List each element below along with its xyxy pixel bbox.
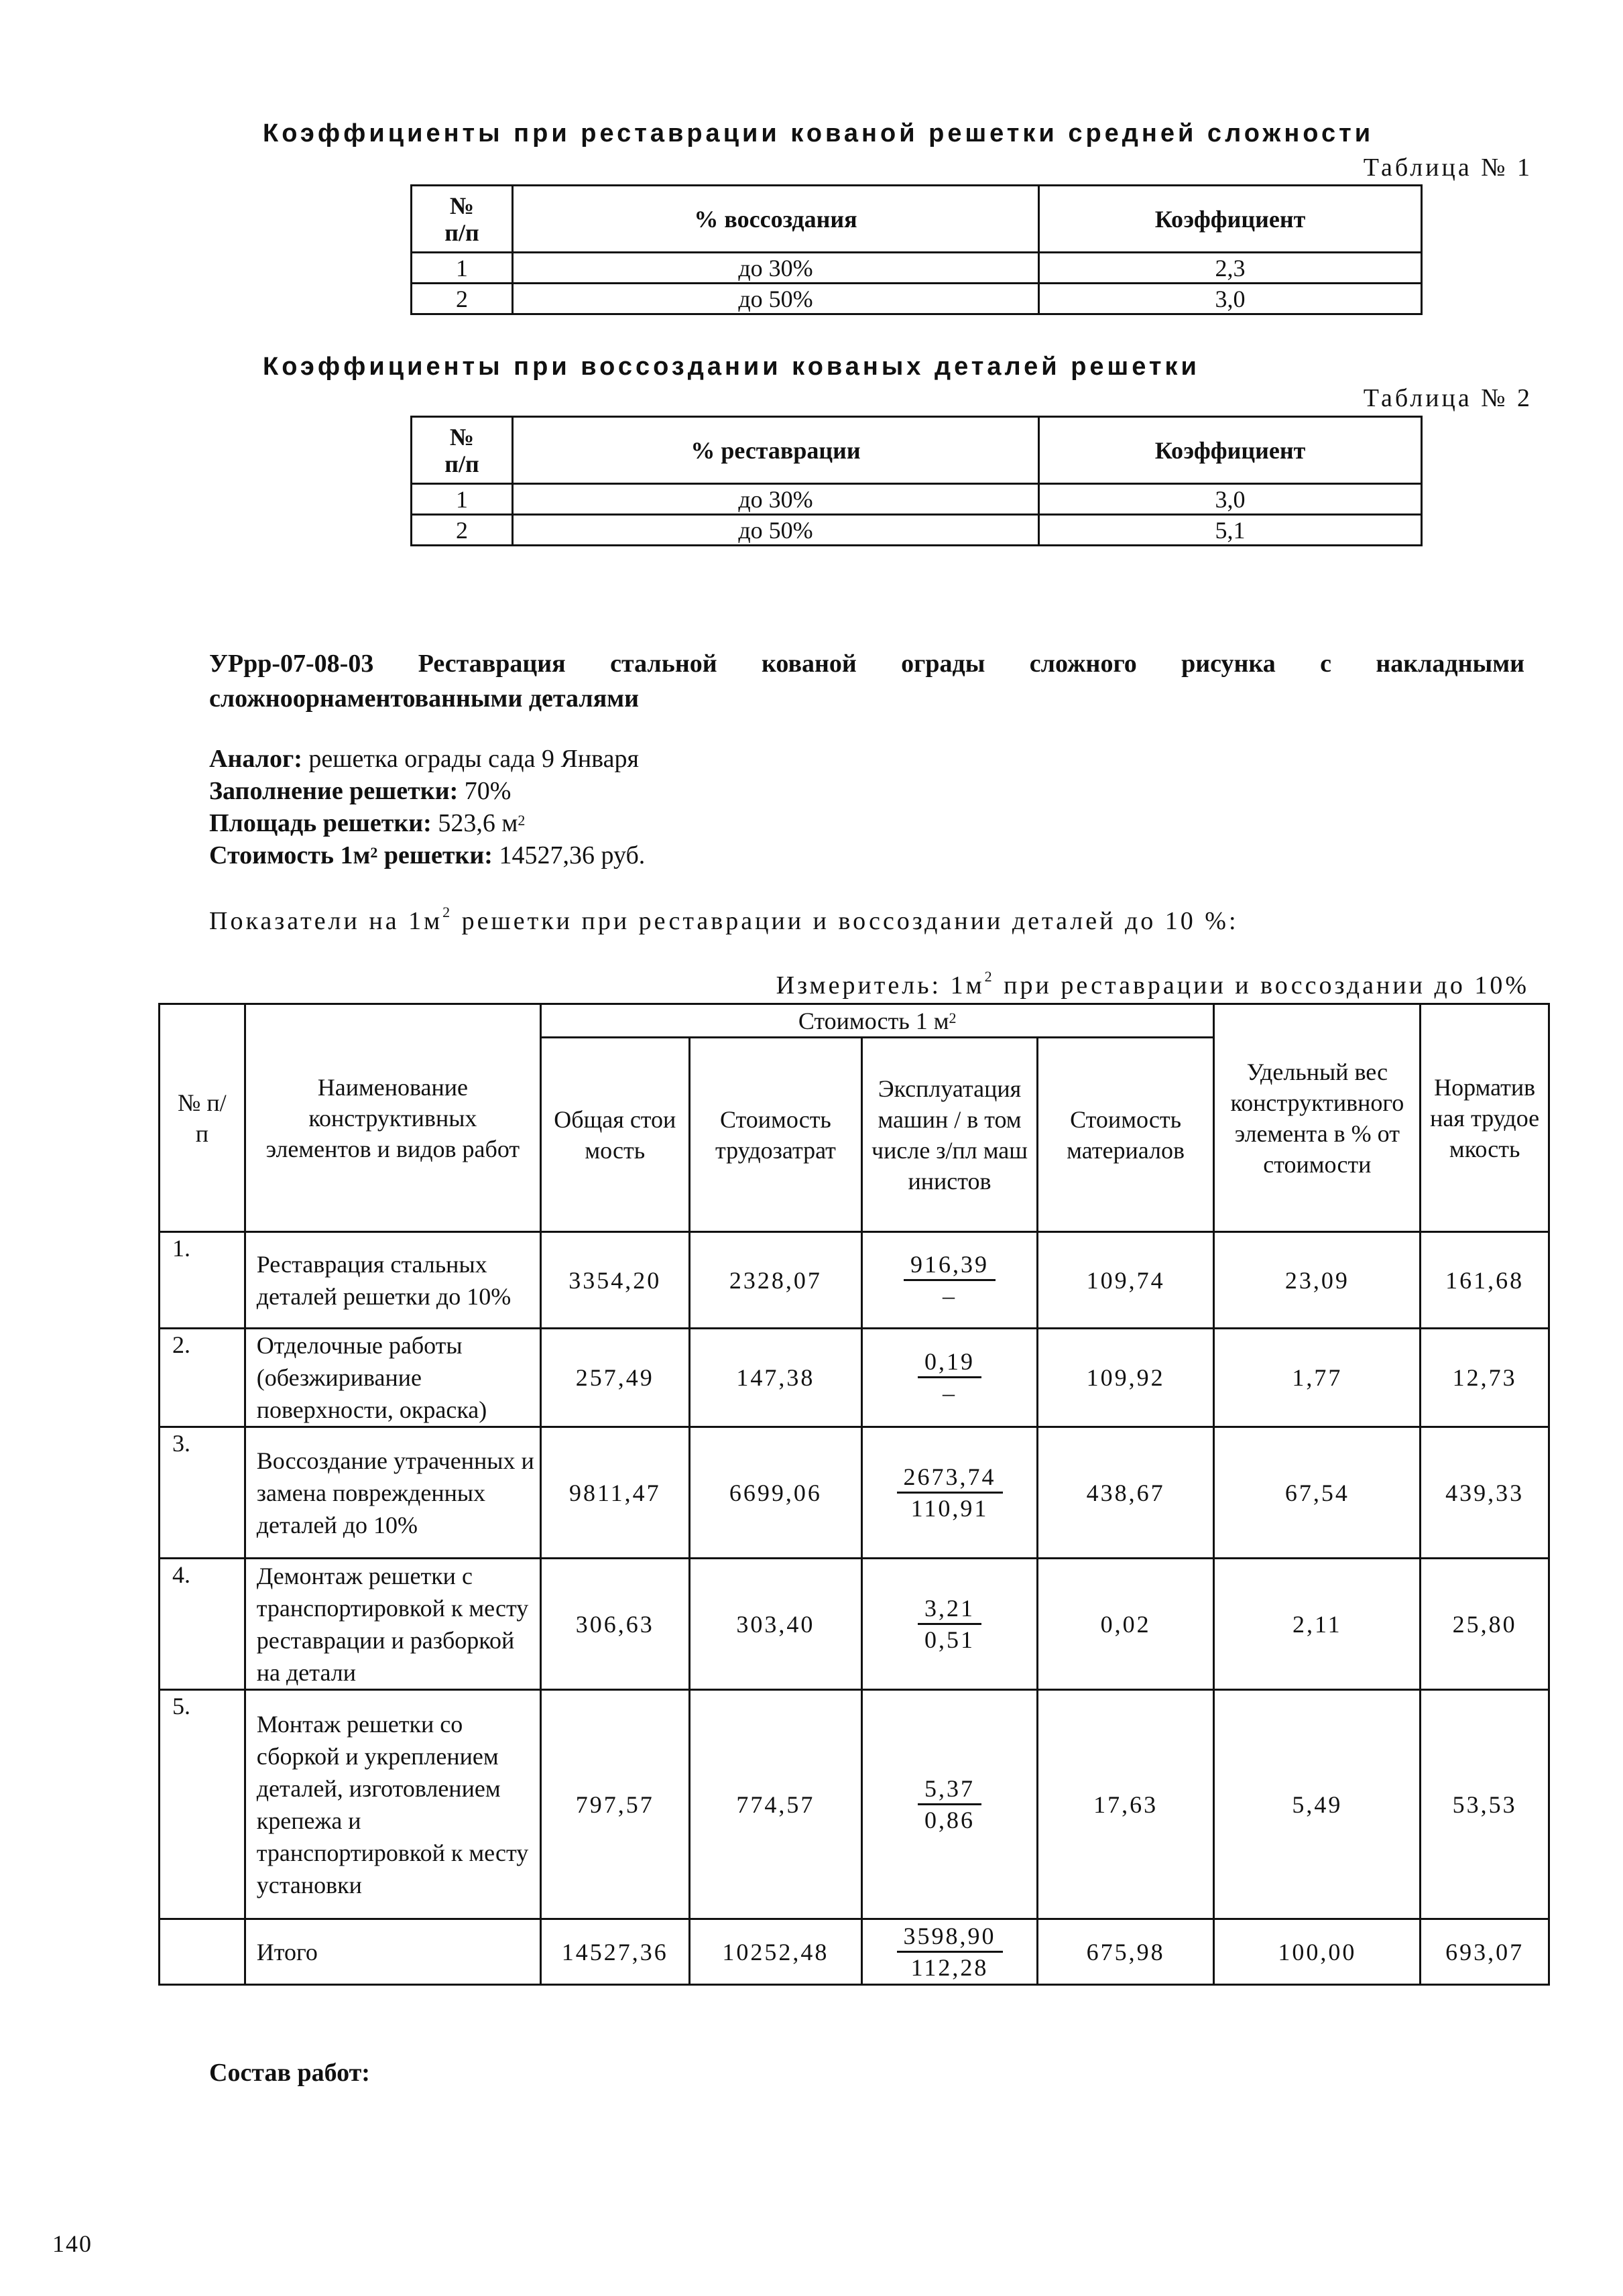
- row-machines: $\frac{916,39}{-}$: [862, 1232, 1037, 1329]
- total-machines: $\frac{3598,90}{112,28}$: [862, 1919, 1037, 1985]
- table2-header-row: [412, 417, 1422, 484]
- row-machines: $\frac{5,37}{0,86}$: [862, 1690, 1037, 1919]
- info-block: [209, 743, 645, 871]
- row-machines: $\frac{2673,74}{110,91}$: [862, 1427, 1037, 1559]
- row-share: 2,11: [1214, 1559, 1421, 1690]
- total-norm: 693,07: [1421, 1919, 1549, 1985]
- table-row: [160, 1690, 1549, 1919]
- table1: [410, 184, 1423, 315]
- header-machines: Эксплуатация машин / в том числе з/пл машинистов: [862, 1038, 1037, 1232]
- table1-title: Коэффициенты при реставрации кованой решетки средней сложности: [263, 119, 1374, 147]
- table2-row: [412, 484, 1422, 515]
- table2-cell-pct: до 50%: [513, 515, 1039, 546]
- page-number: 140: [52, 2230, 93, 2257]
- row-share: 23,09: [1214, 1232, 1421, 1329]
- row-share: 1,77: [1214, 1329, 1421, 1427]
- row-machines: $\frac{3,21}{0,51}$: [862, 1559, 1037, 1690]
- row-materials: 109,92: [1037, 1329, 1214, 1427]
- row-norm: 439,33: [1421, 1427, 1549, 1559]
- row-materials: 438,67: [1037, 1427, 1214, 1559]
- row-norm: 12,73: [1421, 1329, 1549, 1427]
- row-total: 797,57: [541, 1690, 690, 1919]
- meter-line: Измеритель: $1м^2$ при реставрации и воссоздании до 10%: [776, 968, 1529, 1000]
- section-heading: УРрр-07-08-03 Реставрация стальной кованой ограды сложного рисунка с накладными сложноорнаментованными деталями: [209, 650, 1524, 713]
- table1-caption: Таблица № 1: [1363, 154, 1532, 182]
- total-share: 100,00: [1214, 1919, 1421, 1985]
- row-name: Отделочные работы (обезжиривание поверхности, окраска): [245, 1329, 540, 1427]
- fill-line: Заполнение решетки: 70%: [209, 777, 512, 805]
- table1-header-coef: Коэффициент: [1039, 186, 1422, 253]
- table1-cell-num: 1: [412, 253, 513, 284]
- table1-header-num: № п/п: [412, 186, 513, 253]
- row-total: 257,49: [541, 1329, 690, 1427]
- total-total: 14527,36: [541, 1919, 690, 1985]
- table2: [410, 416, 1423, 546]
- table1-header-row: [412, 186, 1422, 253]
- analog-line: Аналог: решетка ограды сада 9 Января: [209, 745, 639, 773]
- row-name: Реставрация стальных деталей решетки до 10%: [245, 1232, 540, 1329]
- table1-row: [412, 253, 1422, 284]
- row-index: 1.: [160, 1232, 245, 1329]
- row-share: 67,54: [1214, 1427, 1421, 1559]
- row-index: 2.: [160, 1329, 245, 1427]
- table2-header-pct: % реставрации: [513, 417, 1039, 484]
- row-labor: 6699,06: [689, 1427, 862, 1559]
- header-cost-group: Стоимость 1 $м^2$: [541, 1004, 1214, 1038]
- table-row: [160, 1329, 1549, 1427]
- row-index: 5.: [160, 1690, 245, 1919]
- row-share: 5,49: [1214, 1690, 1421, 1919]
- row-labor: 2328,07: [689, 1232, 862, 1329]
- table1-cell-coef: 3,0: [1039, 284, 1422, 314]
- header-num: № п/п: [160, 1004, 245, 1232]
- table2-cell-pct: до 30%: [513, 484, 1039, 515]
- table2-title: Коэффициенты при воссоздании кованых деталей решетки: [263, 353, 1200, 381]
- table2-caption: Таблица № 2: [1363, 384, 1532, 412]
- total-materials: 675,98: [1037, 1919, 1214, 1985]
- composition-label: Состав работ:: [209, 2059, 370, 2087]
- row-name: Монтаж решетки со сборкой и укреплением деталей, изготовлением крепежа и транспортировкой к месту установки: [245, 1690, 540, 1919]
- indicators-lead: Показатели на $1м^2$ решетки при реставрации и воссоздании деталей до 10 %:: [209, 904, 1239, 935]
- table2-cell-coef: 3,0: [1039, 484, 1422, 515]
- table2-cell-coef: 5,1: [1039, 515, 1422, 546]
- table1-cell-coef: 2,3: [1039, 253, 1422, 284]
- row-index: 3.: [160, 1427, 245, 1559]
- row-name: Демонтаж решетки с транспортировкой к месту реставрации и разборкой на детали: [245, 1559, 540, 1690]
- main-header-row: [160, 1004, 1549, 1038]
- table1-cell-pct: до 30%: [513, 253, 1039, 284]
- row-norm: 161,68: [1421, 1232, 1549, 1329]
- total-labor: 10252,48: [689, 1919, 862, 1985]
- row-norm: 25,80: [1421, 1559, 1549, 1690]
- table1-cell-pct: до 50%: [513, 284, 1039, 314]
- header-labor: Стоимость трудозатрат: [689, 1038, 862, 1232]
- table2-header-num: № п/п: [412, 417, 513, 484]
- header-materials: Стоимость материалов: [1037, 1038, 1214, 1232]
- header-name: Наименование конструктивных элементов и видов работ: [245, 1004, 540, 1232]
- cost-line: Стоимость $1м^2$ решетки: 14527,36 руб.: [209, 841, 646, 869]
- row-total: 9811,47: [541, 1427, 690, 1559]
- table-row: [160, 1559, 1549, 1690]
- table2-row: [412, 515, 1422, 546]
- table-row: [160, 1232, 1549, 1329]
- row-labor: 774,57: [689, 1690, 862, 1919]
- row-norm: 53,53: [1421, 1690, 1549, 1919]
- main-table: [158, 1003, 1550, 1986]
- row-materials: 17,63: [1037, 1690, 1214, 1919]
- table2-cell-num: 2: [412, 515, 513, 546]
- row-materials: 0,02: [1037, 1559, 1214, 1690]
- row-total: 3354,20: [541, 1232, 690, 1329]
- table1-header-pct: % воссоздания: [513, 186, 1039, 253]
- row-total: 306,63: [541, 1559, 690, 1690]
- row-labor: 147,38: [689, 1329, 862, 1427]
- table1-row: [412, 284, 1422, 314]
- row-materials: 109,74: [1037, 1232, 1214, 1329]
- header-norm: Нормативная трудоемкость: [1421, 1004, 1549, 1232]
- table2-header-coef: Коэффициент: [1039, 417, 1422, 484]
- table2-cell-num: 1: [412, 484, 513, 515]
- table-row: [160, 1427, 1549, 1559]
- area-line: Площадь решетки: 523,6 $м^2$: [209, 809, 526, 837]
- row-index: 4.: [160, 1559, 245, 1690]
- header-total: Общая стоимость: [541, 1038, 690, 1232]
- row-machines: $\frac{0,19}{-}$: [862, 1329, 1037, 1427]
- table1-cell-num: 2: [412, 284, 513, 314]
- row-labor: 303,40: [689, 1559, 862, 1690]
- row-name: Воссоздание утраченных и замена поврежденных деталей до 10%: [245, 1427, 540, 1559]
- total-label: Итого: [245, 1919, 540, 1985]
- total-index: [160, 1919, 245, 1985]
- table-total-row: [160, 1919, 1549, 1985]
- header-share: Удельный вес конструктивного элемента в % от стоимости: [1214, 1004, 1421, 1232]
